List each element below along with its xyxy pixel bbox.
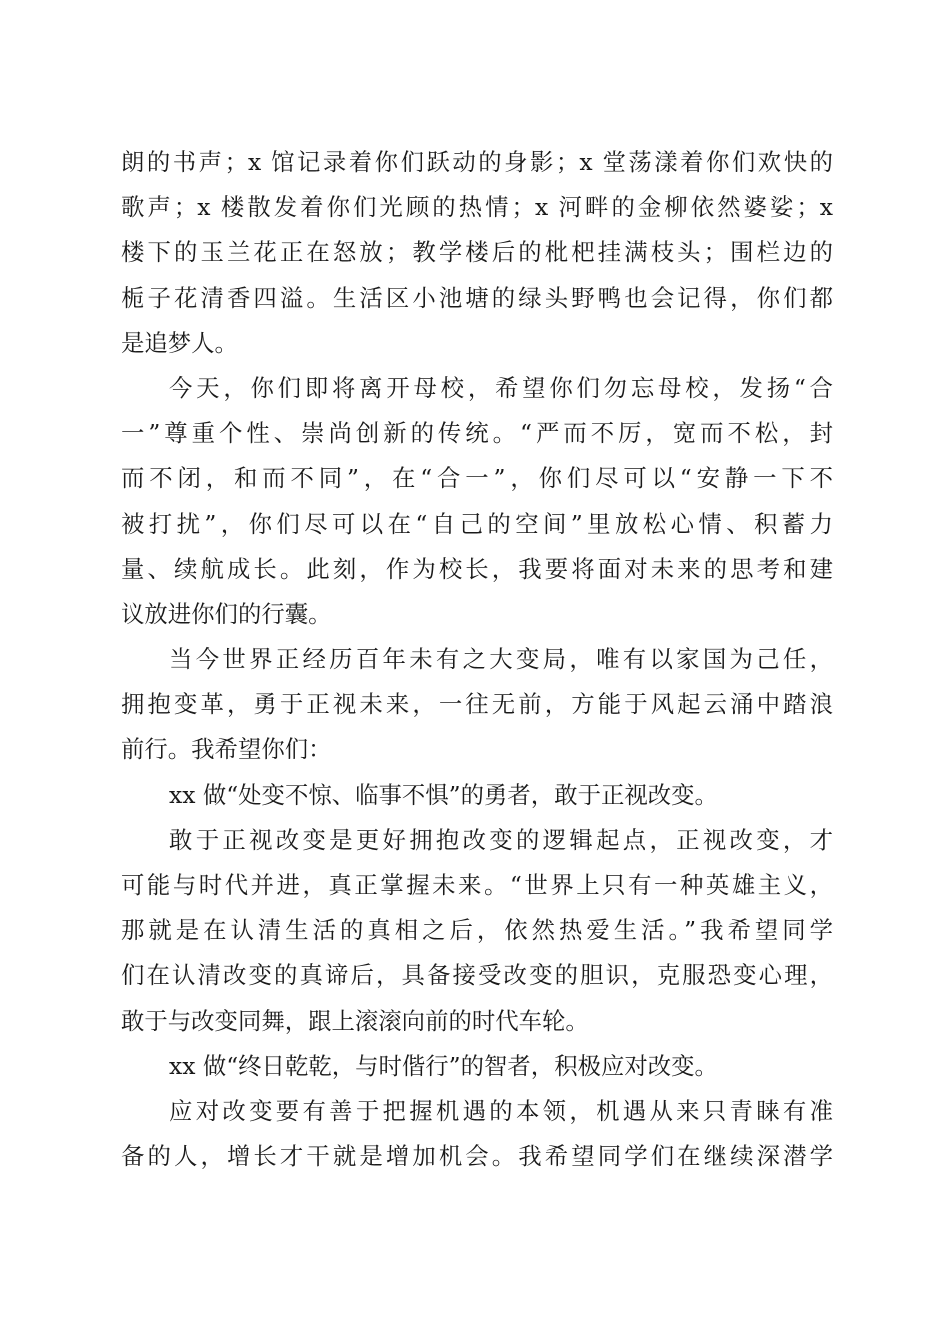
section-heading-line: xx 做“终日乾乾，与时偕行”的智者，积极应对改变。 bbox=[169, 1051, 718, 1080]
text-line: 是追梦人。 bbox=[121, 328, 238, 357]
text-line: 今天，你们即将离开母校，希望你们勿忘母校，发扬“合 bbox=[169, 373, 833, 402]
text-line: 楼下的玉兰花正在怒放；教学楼后的枇杷挂满枝头；围栏边的 bbox=[121, 238, 833, 267]
text-line: 应对改变要有善于把握机遇的本领，机遇从来只青睐有准 bbox=[169, 1096, 833, 1125]
text-line: 敢于正视改变是更好拥抱改变的逻辑起点，正视改变，才 bbox=[169, 825, 833, 854]
text-line: 议放进你们的行囊。 bbox=[121, 599, 332, 628]
text-line: 敢于与改变同舞，跟上滚滚向前的时代车轮。 bbox=[121, 1006, 589, 1035]
text-line: 们在认清改变的真谛后，具备接受改变的胆识，克服恐变心理， bbox=[121, 961, 833, 990]
text-line: 朗的书声；x 馆记录着你们跃动的身影；x 堂荡漾着你们欢快的 bbox=[121, 148, 833, 176]
text-line: 量、续航成长。此刻，作为校长，我要将面对未来的思考和建 bbox=[121, 554, 833, 583]
text-line: 前行。我希望你们： bbox=[121, 735, 332, 764]
text-line: 一”尊重个性、崇尚创新的传统。“严而不厉，宽而不松，封 bbox=[121, 419, 833, 448]
section-heading-line: xx 做“处变不惊、临事不惧”的勇者，敢于正视改变。 bbox=[169, 780, 718, 809]
text-line: 歌声；x 楼散发着你们光顾的热情；x 河畔的金柳依然婆娑；x bbox=[121, 193, 833, 222]
text-line: 那就是在认清生活的真相之后，依然热爱生活。”我希望同学 bbox=[121, 916, 833, 945]
text-line: 当今世界正经历百年未有之大变局，唯有以家国为己任， bbox=[169, 645, 833, 674]
text-line: 而不闭，和而不同”，在“合一”，你们尽可以“安静一下不 bbox=[121, 464, 833, 493]
text-line: 栀子花清香四溢。生活区小池塘的绿头野鸭也会记得，你们都 bbox=[121, 283, 833, 312]
text-line: 拥抱变革，勇于正视未来，一往无前，方能于风起云涌中踏浪 bbox=[121, 690, 833, 719]
text-line: 被打扰”，你们尽可以在“自己的空间”里放松心情、积蓄力 bbox=[121, 509, 833, 538]
document-body bbox=[121, 140, 833, 1179]
text-line: 备的人，增长才干就是增加机会。我希望同学们在继续深潜学 bbox=[121, 1142, 833, 1171]
text-line: 可能与时代并进，真正掌握未来。“世界上只有一种英雄主义， bbox=[121, 871, 833, 899]
